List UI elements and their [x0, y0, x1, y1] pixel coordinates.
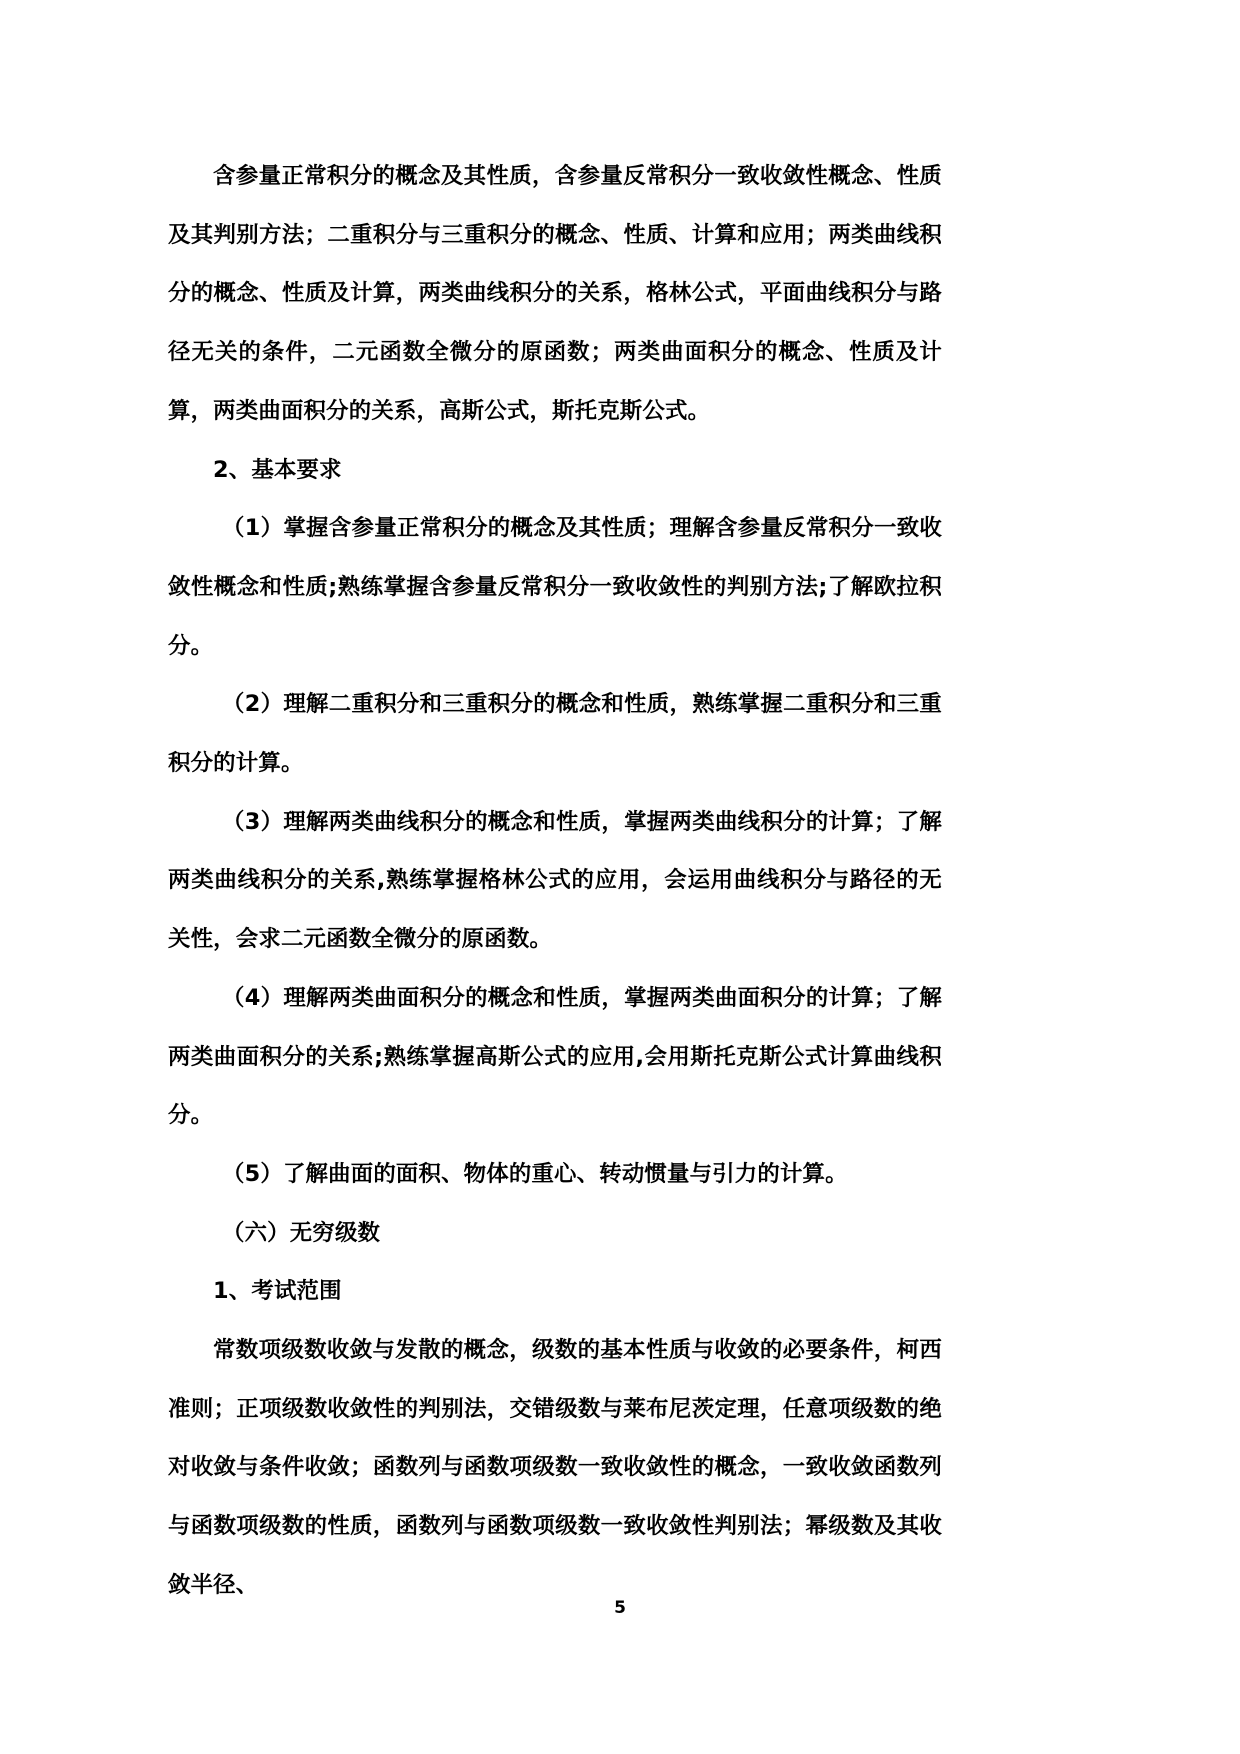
paragraph-integration-scope: 含参量正常积分的概念及其性质，含参量反常积分一致收敛性概念、性质及其判别方法；二重积分与三重积分的概念、性质、计算和应用；两类曲线积分的概念、性质及计算，两类曲线积分的关系，格林公式，平面曲线积分与路径无关的条件，二元函数全微分的原函数；两类曲面积分的概念、性质及计算，两类曲面积分的关系，高斯公式，斯托克斯公式。 — [168, 163, 942, 424]
page-number: 5 — [614, 1598, 626, 1618]
requirement-item-3: （3）理解两类曲线积分的概念和性质，掌握两类曲线积分的计算；了解两类曲线积分的关系,熟练掌握格林公式的应用，会运用曲线积分与路径的无关性，会求二元函数全微分的原函数。 — [168, 808, 942, 953]
paragraph-series-scope: 常数项级数收敛与发散的概念，级数的基本性质与收敛的必要条件，柯西准则；正项级数收敛性的判别法，交错级数与莱布尼茨定理，任意项级数的绝对收敛与条件收敛；函数列与函数项级数一致收敛性的概念，一致收敛函数列与函数项级数的性质，函数列与函数项级数一致收敛性判别法；幂级数及其收敛半径、 — [168, 1337, 942, 1598]
heading-exam-scope: 1、考试范围 — [213, 1278, 342, 1305]
heading-basic-requirements: 2、基本要求 — [213, 456, 342, 483]
requirement-item-4: （4）理解两类曲面积分的概念和性质，掌握两类曲面积分的计算；了解两类曲面积分的关系;熟练掌握高斯公式的应用,会用斯托克斯公式计算曲线积分。 — [168, 984, 942, 1129]
section-heading-infinite-series: （六）无穷级数 — [222, 1219, 381, 1246]
document-page — [168, 147, 942, 1615]
requirement-item-2: （2）理解二重积分和三重积分的概念和性质，熟练掌握二重积分和三重积分的计算。 — [168, 691, 942, 777]
requirement-item-1: （1）掌握含参量正常积分的概念及其性质；理解含参量反常积分一致收敛性概念和性质;熟练掌握含参量反常积分一致收敛性的判别方法;了解欧拉积分。 — [168, 515, 942, 659]
requirement-item-5: （5）了解曲面的面积、物体的重心、转动惯量与引力的计算。 — [222, 1160, 848, 1187]
